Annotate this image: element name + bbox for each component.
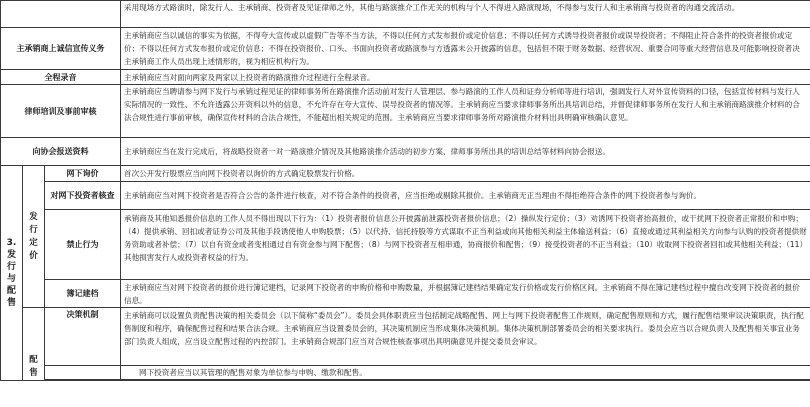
subsection-label bbox=[23, 308, 45, 381]
table-row bbox=[1, 182, 810, 210]
section-title bbox=[1, 166, 23, 381]
table-row bbox=[1, 28, 810, 70]
row-label: 全程录音 bbox=[1, 70, 121, 85]
content-line: 采用现场方式路演时，除发行人、主承销商、投资者及见证律师之外，其他与路演推介工作无关的机构与个人不得进入路演现场，不得参与发行人和主承销商与投资者的沟通交流活动。 bbox=[124, 3, 740, 12]
content-line: 主承销商应当对网下投资者的报价进行簿记建档，记录网下投资者的申购价格和申购数量，并根据簿记建档结果确定发行价格或发行价格区间。主承销商不得在簿记建档过程中擅自改变网下投资者的报价信息。 bbox=[124, 282, 800, 305]
table-row bbox=[1, 1, 810, 28]
row-label: 向协会报送资料 bbox=[1, 138, 121, 166]
row-content bbox=[121, 308, 810, 366]
row-content bbox=[121, 1, 810, 28]
row-label: 决策机制 bbox=[45, 308, 121, 366]
subsection-char: 行 bbox=[29, 224, 38, 235]
section-char: 售 bbox=[6, 298, 16, 308]
subsection-char: 配 bbox=[29, 355, 38, 365]
row-content bbox=[121, 138, 810, 166]
table-row bbox=[1, 85, 810, 138]
row-content bbox=[121, 182, 810, 210]
subsection-char: 定 bbox=[29, 237, 38, 248]
filler-cell bbox=[45, 380, 810, 381]
table-row bbox=[1, 366, 810, 380]
row-label: 对网下投资者核查 bbox=[45, 182, 121, 210]
table-row bbox=[1, 210, 810, 280]
row-label: 禁止行为 bbox=[45, 210, 121, 280]
table-row bbox=[1, 70, 810, 85]
content-line: 主承销商应当对网下投资者是否符合公告的条件进行核查，对不符合条件的投资者，应当拒绝或剔除其报价。主承销商无正当理由不得拒绝符合条件的网下投资者参与询价。 bbox=[124, 191, 702, 200]
row-content bbox=[121, 366, 810, 380]
subsection-char: 价 bbox=[29, 250, 38, 261]
table-row bbox=[1, 308, 810, 366]
table-row bbox=[1, 280, 810, 308]
content-line: 主承销商应当在发行完成后，将战略投资者一对一路演推介情况及其他路演推介活动的初步方案、律师事务所出具的培训总结等材料向协会报送。 bbox=[124, 147, 610, 156]
content-line: 主承销商应当聘请参与网下发行与承销过程见证的律师事务所在路演推介活动前对发行人管理层、参与路演的工作人员和证券分析师等进行培训，强调发行人对外宣传资料的口径，包括宣传材料与发行人实际情况的一致性、不允许透露公开资料以外的信息，不允许存在夸大宣传、误导投资者的情况等。主承销商应当要求律师事务所出具培训总结，并督促律师事务所在发行人和主承销商路演推介材料的合法合规性进行事前审核，确保宣传材料的合法合规性，不能超出相关规定的范围。主承销商应当要求律师事务所对路演推介材料出具明确审核确认意见。 bbox=[124, 87, 800, 122]
row-content bbox=[121, 85, 810, 138]
section-number: 3. bbox=[6, 238, 17, 248]
row-label: 网下询价 bbox=[45, 166, 121, 182]
subsection-char: 发 bbox=[29, 211, 38, 222]
content-line: 主承销商应当对面向两家及两家以上投资者的路演推介过程进行全程录音。 bbox=[124, 72, 375, 82]
content-line: 网下投资者应当以其管理的配售对象为单位参与申购、缴款和配售。 bbox=[139, 368, 367, 377]
content-line: 主承销商工作人员出现上述情形的，视为相应机构行为。 bbox=[124, 57, 314, 66]
row-label bbox=[1, 1, 121, 28]
table-row bbox=[1, 380, 810, 381]
section-char: 发 bbox=[6, 250, 16, 260]
subsection-char: 售 bbox=[29, 368, 38, 378]
table-row bbox=[1, 138, 810, 166]
row-content bbox=[121, 166, 810, 182]
subsection-label bbox=[23, 166, 45, 308]
row-label: 簿记建档 bbox=[45, 280, 121, 308]
section-char: 与 bbox=[6, 274, 16, 284]
row-content bbox=[121, 28, 810, 70]
content-line: 主承销商可以设置负责配售决策的相关委员会（以下简称“委员会”）。委员会具体职责应当包括制定战略配售、网上与网下投资者配售工作规则，确定配售原则和方式，履行配售结果审议决策职责，执行配售制度和程序，确保配售过程和结果合法合规。主承销商应当设置委员会的，其决策机制应当形成集体决策机制。集体决策机制部署委员会的相关要求执行。委员会应当以合规负责人及配售相关事宜业务部门负责人组成，应当设立配售过程的内控部门。主承销商合规部门应当对合规性核查事项出具明确意见并提交委员会审议。 bbox=[124, 310, 804, 346]
row-content bbox=[121, 70, 810, 85]
content-line: 承销商及其他知悉报价信息的工作人员不得出现以下行为：（1）投资者报价信息公开披露前泄露投资者报价信息；（2）操纵发行定价；（3）劝诱网下投资者抬高报价，或干扰网下投资者正常报价和申购；（4）提供承销、回扣或者证券公司及其他手段诱使他人申购股票；（5）以代持、信托持股等方式谋取不正当利益或向其他相关利益主体输送利益；（6）直接或通过其利益相关方向参与认购的投资者提供财务资助或者补偿；（7）以自有资金或者变相通过自有资金参与网下配售；（8）与网下投资者互相串通，协商报价和配售；（9）接受投资者的不正当利益；（10）收取网下投资者回扣或其他相关利益；（11）其他损害发行人或投资者权益的行为。 bbox=[124, 213, 807, 262]
row-label: 主承销商上诚信宣传义务 bbox=[1, 28, 121, 70]
row-label: 律师培训及事前审核 bbox=[1, 85, 121, 138]
row-content bbox=[121, 210, 810, 280]
section-char: 配 bbox=[6, 286, 16, 296]
row-label bbox=[45, 366, 121, 380]
table-row bbox=[1, 166, 810, 182]
content-line: 首次公开发行股票应当向网下投资者以询价的方式确定股票发行价格。 bbox=[124, 169, 360, 178]
section-char: 行 bbox=[6, 262, 16, 272]
content-line: 主承销商应当以诚信的事实为依据，不得夸大宣传或以虚假广告等不当方法，不得以任何方式发布报价或定价信息；不得以任何方式诱导投资者报价或误导投资者；不得阻止符合条件的投资者报价或定价；不得以任何方式发布报价或定价信息；不得在投资报价、口头、书面向投资者或路演参与方透露未公开披露的信息，包括但不限于财务数据、经营状况、重要合同等重大经营信息及可能影响投资者决 bbox=[124, 31, 800, 53]
row-content bbox=[121, 280, 810, 308]
